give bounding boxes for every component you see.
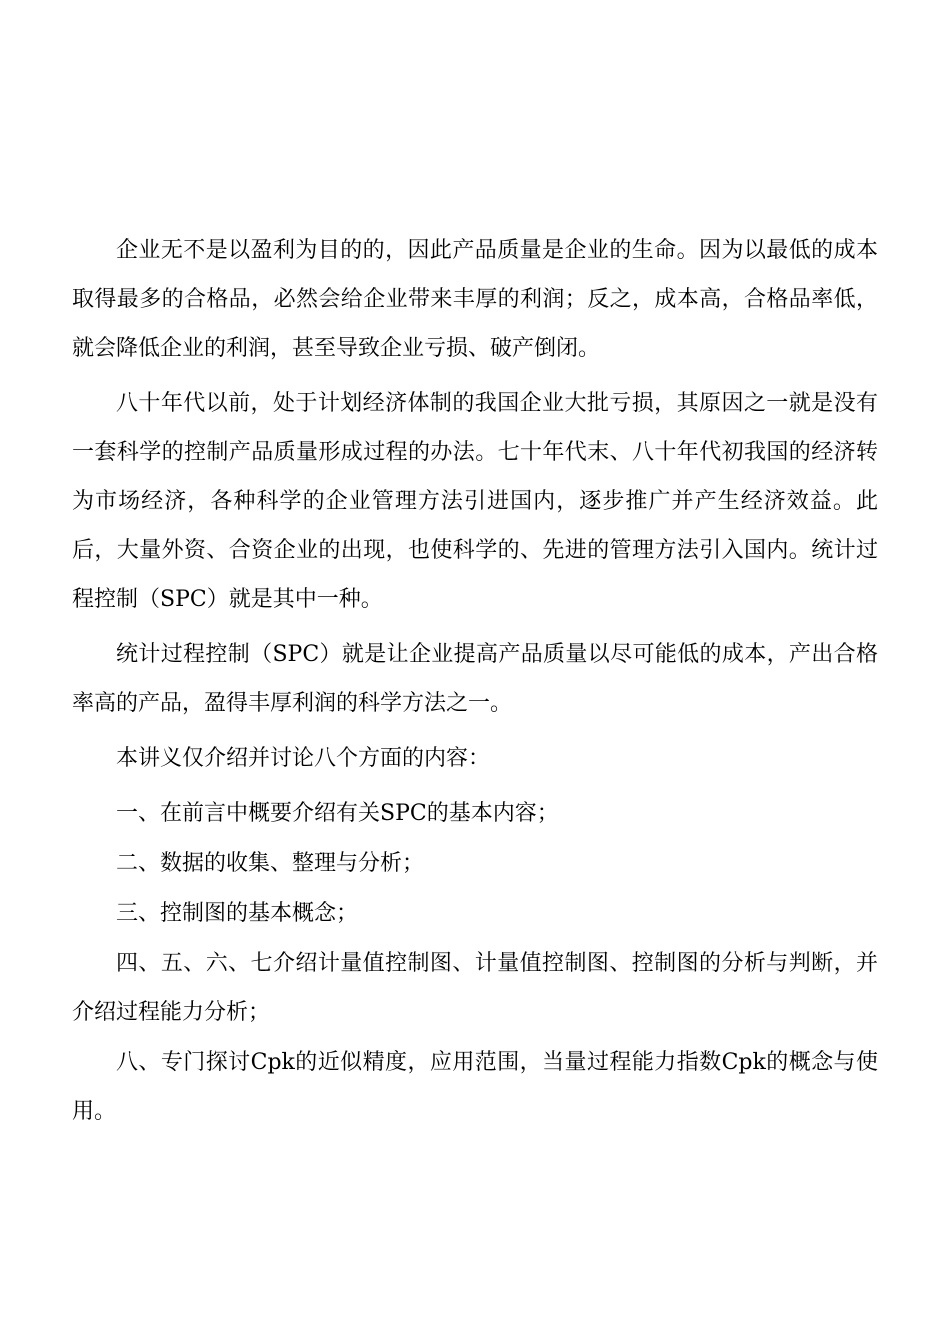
paragraph-history: 八十年代以前，处于计划经济体制的我国企业大批亏损，其原因之一就是没有一套科学的控制产品质量形成过程的办法。七十年代末、八十年代初我国的经济转为市场经济，各种科学的企业管理方法引进国内，逐步推广并产生经济效益。此后，大量外资、合资企业的出现，也使科学的、先进的管理方法引入国内。统计过程控制（SPC）就是其中一种。 bbox=[72, 391, 878, 612]
paragraph-outline-intro: 本讲义仅介绍并讨论八个方面的内容： bbox=[116, 746, 491, 771]
list-item-5: 八、专门探讨Cpk的近似精度，应用范围，当量过程能力指数Cpk的概念与使用。 bbox=[72, 1050, 878, 1124]
list-item-3: 三、控制图的基本概念； bbox=[116, 901, 359, 926]
list-item-1: 一、在前言中概要介绍有关SPC的基本内容； bbox=[116, 801, 559, 826]
list-item-4: 四、五、六、七介绍计量值控制图、计量值控制图、控制图的分析与判断，并介绍过程能力分析； bbox=[72, 951, 878, 1025]
paragraph-enterprise-profit: 企业无不是以盈利为目的的，因此产品质量是企业的生命。因为以最低的成本取得最多的合格品，必然会给企业带来丰厚的利润；反之，成本高，合格品率低，就会降低企业的利润，甚至导致企业亏损、破产倒闭。 bbox=[72, 238, 878, 361]
list-item-2: 二、数据的收集、整理与分析； bbox=[116, 851, 425, 876]
document-body bbox=[72, 226, 878, 1137]
paragraph-spc-definition: 统计过程控制（SPC）就是让企业提高产品质量以尽可能低的成本，产出合格率高的产品，盈得丰厚利润的科学方法之一。 bbox=[72, 642, 878, 716]
